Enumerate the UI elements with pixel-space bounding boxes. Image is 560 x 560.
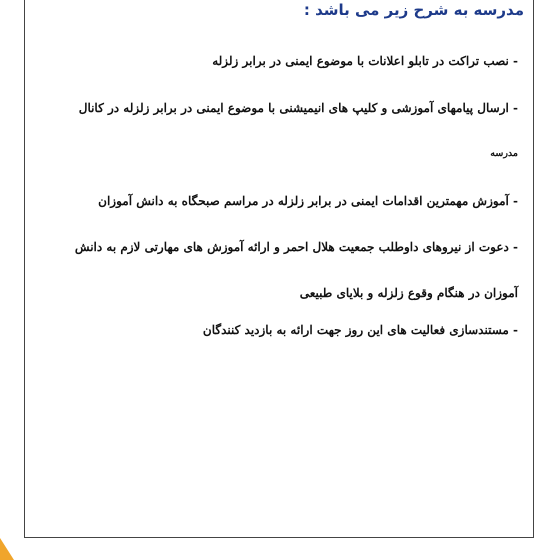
corner-accent-shape xyxy=(0,538,14,560)
list-item-morning-assembly: - آموزش مهمترین اقدامات ایمنی در برابر زلزله در مراسم صبحگاه به دانش آموزان xyxy=(98,194,518,208)
document-page xyxy=(24,0,534,538)
list-item-channel-messages: - ارسال پیامهای آموزشی و کلیپ های انیمیشنی با موضوع ایمنی در برابر زلزله در کانال xyxy=(78,101,518,115)
list-item-poster: - نصب تراکت در تابلو اعلانات با موضوع ایمنی در برابر زلزله xyxy=(212,54,518,68)
list-item-red-crescent: - دعوت از نیروهای داوطلب جمعیت هلال احمر و ارائه آموزش های مهارتی لازم به دانش xyxy=(74,240,518,254)
list-item-documentation: - مستندسازی فعالیت های این روز جهت ارائه به بازدید کنندگان xyxy=(202,323,518,337)
section-heading: مدرسه به شرح زیر می باشد : xyxy=(303,1,524,19)
list-item-channel-messages-continued: مدرسه xyxy=(490,148,518,159)
list-item-red-crescent-continued: آموزان در هنگام وقوع زلزله و بلایای طبیعی xyxy=(299,286,518,300)
